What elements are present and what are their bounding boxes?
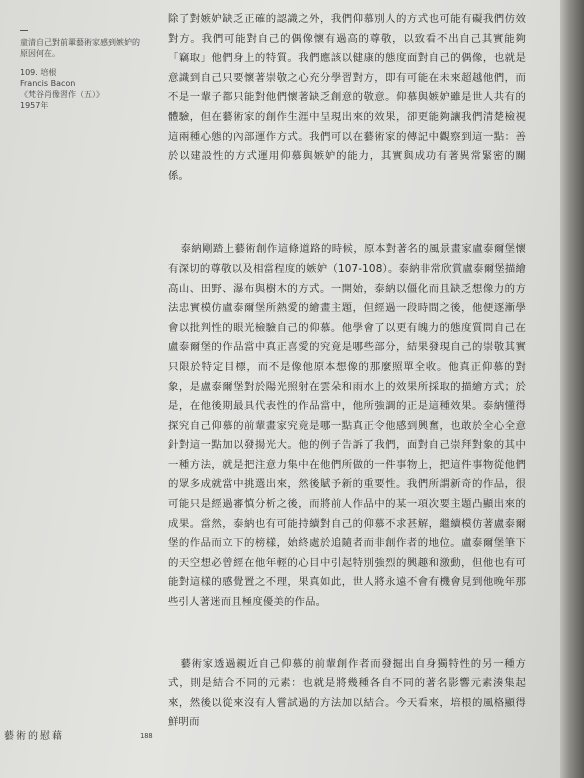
sidenote-artist: Francis Bacon: [20, 79, 76, 88]
book-spine: [560, 0, 584, 778]
main-text: [168, 10, 526, 733]
paragraph-2: 泰納剛踏上藝術創作這條道路的時候，原本對著名的風景畫家盧泰爾堡懷有深切的尊敬以及相當程度的嫉妒（107-108）。泰納非常欣賞盧泰爾堡描繪高山、田野、瀑布與樹木的方式。一開始，泰納以僵化而且缺乏想像力的方法忠實模仿盧泰爾堡所熱愛的繪畫主題，但經過一段時間之後，他便逐漸學會以批判性的眼光檢驗自己的仰慕。他學會了以更有魄力的態度質問自己在盧泰爾堡的作品當中真正喜愛的究竟是哪些部分，結果發現自己的崇敬其實只限於特定目標，而不是像他原本想像的那麼照單全收。他真正仰慕的對象，是盧泰爾堡對於陽光照射在雲朵和雨水上的效果所採取的描繪方式；於是，在他後期最具代表性的作品當中，他所強調的正是這種效果。泰納懂得探究自己仰慕的前輩畫家究竟是哪一點真正令他感到興奮，也敢於全心全意針對這一點加以發揚光大。他的例子告訴了我們，面對自己崇拜對象的其中一種方法，就是把注意力集中在他們所做的一件事物上，把這件事物從他們的眾多成就當中挑選出來，然後賦予新的重要性。我們所謂新奇的作品，很可能只是經過審慎分析之後，而將前人作品中的某一項次要主題凸顯出來的成果。當然，泰納也有可能持續對自己的仰慕不求甚解，繼續模仿著盧泰爾堡的作品而立下的榜樣，始終處於追隨者而非創作者的地位。盧泰爾堡筆下的天空想必曾經在他年輕的心目中引起特別強烈的興趣和激動，但他也有可能對這樣的感覺置之不理，果真如此，世人將永遠不會有機會見到他晚年那些引人著迷而且極度優美的作品。: [168, 243, 526, 609]
sidenote-work-title: 《梵谷肖像習作（五）》: [20, 90, 104, 99]
sidenote-dash: [20, 30, 28, 31]
sidenote-figure-number: 109. 培根: [20, 68, 57, 77]
sidenote-caption: 童清自己對前輩藝術家感到嫉妒的原因何在。: [20, 38, 140, 58]
paragraph-1: 除了對嫉妒缺乏正確的認識之外，我們仰慕別人的方式也可能有礙我們仿效對方。我們可能對自己的偶像懷有過高的尊敬，以致看不出自己其實能夠「竊取」他們身上的特質。我們應該以健康的態度面對自己的偶像，也就是意識到自己只要懷著崇敬之心充分學習對方，即有可能在未來超越他們，而不是一輩子都只能對他們懷著缺乏創意的敬意。仰慕與嫉妒雖是世人共有的體驗，但在藝術家的創作生涯中呈現出來的效果，卻更能夠讓我們清楚檢視這兩種心態的內部運作方式。我們可以在藝術家的傳記中觀察到這一點：善於以建設性的方式運用仰慕與嫉妒的能力，其實與成功有著異常緊密的關係。: [168, 13, 526, 182]
paragraph-3: 藝術家透過親近自己仰慕的前輩創作者而發掘出自身獨特性的另一種方式，則是結合不同的元素：也就是將幾種各自不同的著名影響元素湊集起來，然後以從來沒有人嘗試過的方法加以結合。今天看來，培根的風格顯得鮮明而: [168, 657, 526, 729]
sidenote: [20, 30, 140, 111]
running-footer-title: 藝術的慰藉: [4, 731, 64, 742]
sidenote-year: 1957年: [20, 101, 49, 110]
page-number: 188: [140, 732, 153, 740]
